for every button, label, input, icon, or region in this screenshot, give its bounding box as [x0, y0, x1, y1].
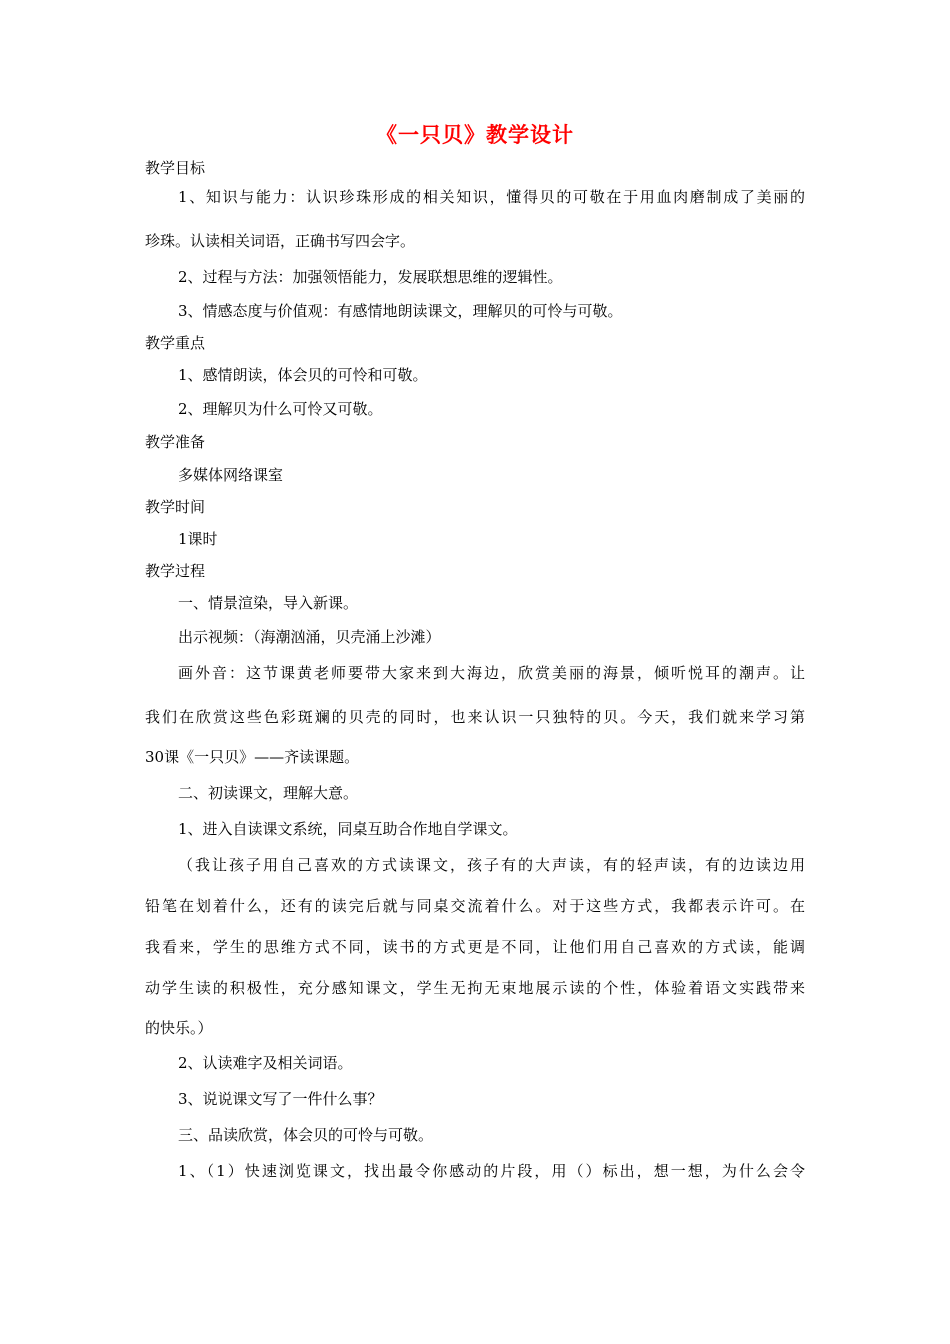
paragraph-goal-2: 2、过程与方法：加强领悟能力，发展联想思维的逻辑性。 — [178, 268, 563, 286]
paragraph-process-6-line-3: 我看来，学生的思维方式不同，读书的方式更是不同，让他们用自己喜欢的方式读，能调 — [145, 938, 805, 956]
paragraph-process-6-line-4: 动学生读的积极性，充分感知课文，学生无拘无束地展示读的个性，体验着语文实践带来 — [145, 979, 805, 997]
paragraph-process-2: 出示视频：（海潮汹涌，贝壳涌上沙滩） — [178, 628, 441, 646]
paragraph-process-3-line-1: 画外音：这节课黄老师要带大家来到大海边，欣赏美丽的海景，倾听悦耳的潮声。让 — [178, 664, 805, 682]
paragraph-process-8: 3、说说课文写了一件什么事？ — [178, 1090, 383, 1108]
section-heading-goals: 教学目标 — [145, 159, 206, 177]
paragraph-process-1: 一、情景渲染，导入新课。 — [178, 594, 359, 612]
paragraph-process-3-line-3: 30课《一只贝》——齐读课题。 — [145, 748, 360, 766]
section-heading-process: 教学过程 — [145, 562, 206, 580]
paragraph-goal-3: 3、情感态度与价值观：有感情地朗读课文，理解贝的可怜与可敬。 — [178, 302, 623, 320]
paragraph-process-3-line-2: 我们在欣赏这些色彩斑斓的贝壳的同时，也来认识一只独特的贝。今天，我们就来学习第 — [145, 708, 805, 726]
paragraph-process-6-line-1: （我让孩子用自己喜欢的方式读课文，孩子有的大声读，有的轻声读，有的边读边用 — [178, 856, 805, 874]
section-heading-key: 教学重点 — [145, 334, 206, 352]
paragraph-process-5: 1、进入自读课文系统，同桌互助合作地自学课文。 — [178, 820, 518, 838]
paragraph-key-2: 2、理解贝为什么可怜又可敬。 — [178, 400, 383, 418]
paragraph-process-6-line-5: 的快乐。） — [145, 1019, 213, 1037]
paragraph-process-9: 三、品读欣赏，体会贝的可怜与可敬。 — [178, 1126, 434, 1144]
paragraph-prep-1: 多媒体网络课室 — [178, 466, 284, 484]
paragraph-process-6-line-2: 铅笔在划着什么，还有的读完后就与同桌交流着什么。对于这些方式，我都表示许可。在 — [145, 897, 805, 915]
paragraph-process-4: 二、初读课文，理解大意。 — [178, 784, 359, 802]
paragraph-goal-1-line-2: 珍珠。认读相关词语，正确书写四会字。 — [145, 232, 416, 250]
paragraph-goal-1-line-1: 1、知识与能力：认识珍珠形成的相关知识，懂得贝的可敬在于用血肉磨制成了美丽的 — [178, 188, 805, 206]
paragraph-key-1: 1、感情朗读，体会贝的可怜和可敬。 — [178, 366, 428, 384]
section-heading-prep: 教学准备 — [145, 433, 206, 451]
section-heading-time: 教学时间 — [145, 498, 206, 516]
paragraph-process-10-line-1: 1、（1）快速浏览课文，找出最令你感动的片段，用（）标出，想一想，为什么会令 — [178, 1162, 805, 1180]
page-title: 《一只贝》教学设计 — [376, 122, 574, 147]
paragraph-time-1: 1课时 — [178, 530, 218, 548]
paragraph-process-7: 2、认读难字及相关词语。 — [178, 1054, 353, 1072]
